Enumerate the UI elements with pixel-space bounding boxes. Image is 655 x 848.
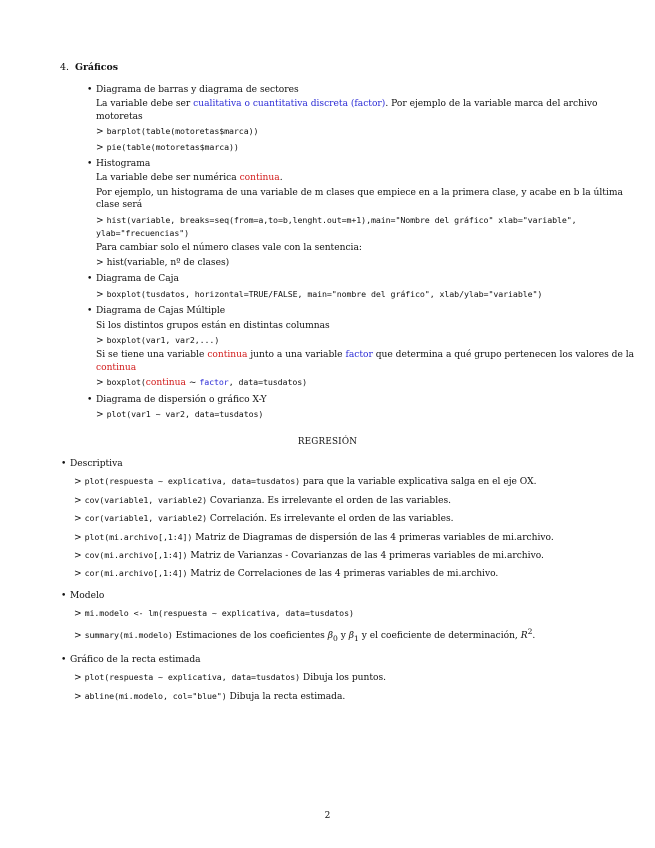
list-item-modelo (70, 590, 640, 645)
item-text: Si los distintos grupos están en distintas columnas (96, 320, 330, 331)
code-line: > cov(mi.archivo[,1:4]) Matriz de Varianzas - Covarianzas de las 4 primeras variables de mi.archivo. (74, 550, 544, 562)
highlight-blue: cualitativa o cuantitativa discreta (factor) (193, 99, 386, 110)
list-item-barras (96, 84, 646, 154)
code-line: > boxplot(var1, var2,...) (96, 334, 220, 346)
item-title: • Diagrama de Caja (96, 274, 179, 285)
code-line: > cov(variable1, variable2) Covarianza. Es irrelevante el orden de las variables. (74, 494, 452, 506)
item-title: • Descriptiva (70, 459, 123, 469)
item-title: • Modelo (70, 590, 105, 601)
code-line: > plot(respuesta ~ explicativa, data=tusdatos) para que la variable explicativa salga en el eje OX. (74, 476, 537, 488)
code-line: > pie(table(motoretas$marca)) (96, 141, 239, 153)
code-line: > summary(mi.modelo) Estimaciones de los coeficientes $\beta_0$ y $\beta_1$ y el coeficiente de determinación, $R^2$. (74, 626, 536, 643)
list-item-dispersion (96, 394, 646, 422)
code-line: > cor(variable1, variable2) Correlación. Es irrelevante el orden de las variables. (74, 513, 454, 525)
code-line: > hist(variable, nº de clases) (96, 257, 230, 268)
code-line: > abline(mi.modelo, col="blue") Dibuja la recta estimada. (74, 690, 346, 702)
section-number: 4. (60, 62, 69, 73)
code-line: > plot(respuesta ~ explicativa, data=tusdatos) Dibuja los puntos. (74, 672, 387, 684)
page-number: 2 (324, 811, 331, 821)
code-line: > plot(mi.archivo[,1:4]) Matriz de Diagramas de dispersión de las 4 primeras variables de mi.archivo. (74, 531, 554, 543)
code-line: > hist(variable, breaks=seq(from=a,to=b,lenght.out=m+1),main="Nombre del gráfico" xlab="variable", ylab="frecuencias") (96, 214, 577, 239)
item-text: Si se tiene una variable continua junto a una variable factor que determina a qué grupo pertenecen los valores de la continua (96, 350, 635, 373)
item-text: La variable debe ser cualitativa o cuantitativa discreta (factor). Por ejemplo de la variable marca del archivo motoretas (96, 99, 598, 122)
item-title: • Histograma (96, 159, 151, 170)
code-line: > plot(var1 ~ var2, data=tusdatos) (96, 408, 264, 420)
item-title: • Diagrama de barras y diagrama de sectores (96, 85, 299, 95)
code-line: > mi.modelo <- lm(respuesta ~ explicativa, data=tusdatos) (74, 608, 354, 620)
code-line: > cor(mi.archivo[,1:4]) Matriz de Correlaciones de las 4 primeras variables de mi.archivo. (74, 568, 499, 580)
item-text: Para cambiar solo el número clases vale con la sentencia: (96, 243, 362, 254)
regresion-list (70, 458, 640, 712)
list-item-caja (96, 273, 646, 301)
section-heading (60, 62, 118, 74)
item-text: Por ejemplo, un histograma de una variable de m clases que empiece en a la primera clase, y acabe en b la última clase será (96, 187, 623, 211)
graficos-list (96, 84, 646, 425)
section-title: Gráficos (74, 62, 119, 73)
list-item-grafico (70, 654, 640, 703)
item-title: • Gráfico de la recta estimada (70, 654, 201, 665)
code-line: > boxplot(tusdatos, horizontal=TRUE/FALSE, main="nombre del gráfico", xlab/ylab="variable") (96, 288, 543, 300)
item-text: La variable debe ser numérica continua. (96, 173, 283, 184)
list-item-histograma (96, 158, 646, 269)
regresion-heading: REGRESIÓN (297, 437, 358, 447)
code-line: > barplot(table(motoretas$marca)) (96, 126, 259, 138)
highlight-red: continua (239, 173, 280, 184)
list-item-descriptiva (70, 458, 640, 581)
item-title: • Diagrama de Cajas Múltiple (96, 306, 226, 317)
item-title: • Diagrama de dispersión o gráfico X-Y (96, 394, 267, 405)
list-item-multiple (96, 305, 646, 389)
code-line: > boxplot(continua ~ factor, data=tusdatos) (96, 377, 308, 389)
